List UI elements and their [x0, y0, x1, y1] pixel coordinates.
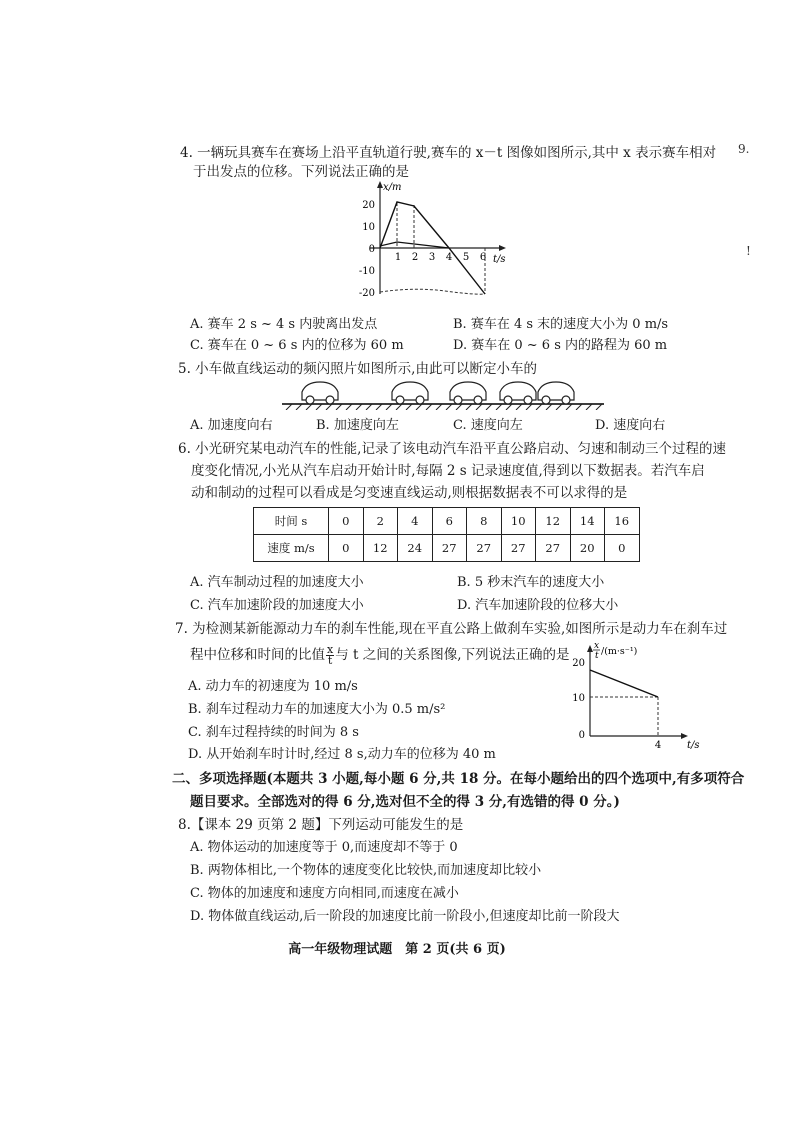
q4-x-tick-6: 6 [479, 252, 487, 263]
q6-speed-cell: 27 [536, 535, 571, 562]
q4-y-tick-10: 10 [362, 222, 375, 233]
q4-y-tick-20: 20 [362, 200, 375, 211]
q5-car-2 [392, 382, 428, 404]
q7-stem-line2-post: 与 t 之间的关系图像,下列说法正确的是 [335, 647, 570, 663]
q6-stem-line3: 动和制动的过程可以看成是匀变速直线运动,则根据数据表不可以求得的是 [191, 485, 628, 501]
q5-option-a[interactable]: A. 加速度向右 [190, 418, 273, 433]
q7-stem-line2-pre: 程中位移和时间的比值 [190, 647, 325, 663]
q5-car-3 [450, 382, 486, 404]
q6-speed-cell: 20 [570, 535, 605, 562]
q4-option-d[interactable]: D. 赛车在 0 ~ 6 s 内的路程为 60 m [453, 338, 668, 353]
q7-option-a[interactable]: A. 动力车的初速度为 10 m/s [188, 679, 358, 694]
q6-time-cell: 14 [570, 508, 605, 535]
section2-heading-line1: 二、多项选择题(本题共 3 小题,每小题 6 分,共 18 分。在每小题给出的四个选项中,有多项符合 [172, 771, 745, 787]
q4-x-tick-2: 2 [411, 252, 419, 263]
q6-time-cell: 8 [467, 508, 502, 535]
q7-ratio-fraction [326, 645, 334, 666]
q7-y-label-num: x [594, 641, 600, 651]
q4-y-tick-neg10: -10 [358, 266, 375, 277]
q7-stem-line2 [190, 645, 570, 666]
q7-frac-denominator: t [327, 654, 333, 667]
q7-y-tick-0: 0 [578, 730, 585, 741]
q6-speed-cell: 24 [398, 535, 433, 562]
q7-option-b[interactable]: B. 刹车过程动力车的加速度大小为 0.5 m/s² [188, 702, 446, 717]
q4-y-label: x/m [383, 182, 402, 193]
q6-option-c[interactable]: C. 汽车加速阶段的加速度大小 [190, 598, 364, 613]
q7-y-arrow [587, 645, 593, 652]
q4-x-tick-3: 3 [428, 252, 436, 263]
q5-strobe-photo [282, 378, 604, 410]
q7-frac-numerator: x [327, 643, 334, 656]
q7-y-tick-20: 20 [572, 658, 585, 669]
q4-x-arrow [499, 245, 506, 251]
q6-data-table [253, 507, 640, 562]
q7-y-tick-10: 10 [572, 693, 585, 704]
q6-speed-header: 速度 m/s [254, 535, 329, 562]
q6-option-b[interactable]: B. 5 秒末汽车的速度大小 [457, 575, 605, 590]
q6-speed-cell: 0 [605, 535, 640, 562]
q7-x-label: t/s [687, 740, 700, 750]
q5-stem: 5. 小车做直线运动的频闪照片如图所示,由此可以断定小车的 [178, 361, 537, 377]
q8-option-a[interactable]: A. 物体运动的加速度等于 0,而速度却不等于 0 [190, 840, 458, 855]
q6-speed-cell: 27 [467, 535, 502, 562]
q4-option-a[interactable]: A. 赛车 2 s ~ 4 s 内驶离出发点 [190, 317, 378, 332]
q7-y-label-den: t [595, 651, 599, 661]
q4-y-tick-0: 0 [368, 244, 375, 255]
page-footer: 高一年级物理试题 第 2 页(共 6 页) [288, 942, 506, 957]
q6-option-d[interactable]: D. 汽车加速阶段的位移大小 [457, 598, 619, 613]
q6-time-cell: 6 [432, 508, 467, 535]
q6-time-cell: 12 [536, 508, 571, 535]
q7-x-tick-4: 4 [654, 740, 662, 750]
q8-option-d[interactable]: D. 物体做直线运动,后一阶段的加速度比前一阶段小,但速度却比前一阶段大 [190, 909, 620, 924]
q6-option-a[interactable]: A. 汽车制动过程的加速度大小 [190, 575, 364, 590]
q4-x-tick-5: 5 [462, 252, 470, 263]
q8-stem: 8.【课本 29 页第 2 题】下列运动可能发生的是 [178, 817, 464, 833]
q6-speed-cell: 0 [329, 535, 364, 562]
q4-xt-graph [335, 178, 515, 308]
q4-x-label: t/s [493, 254, 506, 265]
q4-stem-line2: 于出发点的位移。下列说法正确的是 [193, 164, 409, 180]
q5-option-b[interactable]: B. 加速度向左 [316, 418, 399, 433]
q6-time-cell: 16 [605, 508, 640, 535]
q4-stem-line1: 4. 一辆玩具赛车在赛场上沿平直轨道行驶,赛车的 x－t 图像如图所示,其中 x 表示赛车相对 [180, 145, 717, 161]
q6-time-cell: 4 [398, 508, 433, 535]
q6-time-cell: 0 [329, 508, 364, 535]
q6-speed-cell: 27 [501, 535, 536, 562]
q4-option-b[interactable]: B. 赛车在 4 s 末的速度大小为 0 m/s [453, 317, 669, 332]
q7-graph-line [590, 670, 658, 697]
q7-stem-line1: 7. 为检测某新能源动力车的刹车性能,现在平直公路上做刹车实验,如图所示是动力车在刹车过 [175, 621, 728, 637]
q6-time-row [254, 508, 640, 535]
section2-heading-line2: 题目要求。全部选对的得 6 分,选对但不全的得 3 分,有选错的得 0 分。) [190, 794, 620, 810]
q4-x-tick-4: 4 [445, 252, 453, 263]
margin-mark-mid: ! [746, 244, 751, 258]
q7-ratio-graph [565, 640, 705, 750]
q7-y-label-unit: /(m·s⁻¹) [601, 646, 638, 657]
q6-time-header: 时间 s [254, 508, 329, 535]
q5-car-4 [500, 382, 536, 404]
q6-speed-cell: 12 [363, 535, 398, 562]
q7-x-arrow [681, 733, 688, 739]
q6-stem-line1: 6. 小光研究某电动汽车的性能,记录了该电动汽车沿平直公路启动、匀速和制动三个过程的速 [178, 441, 726, 457]
q6-stem-line2: 度变化情况,小光从汽车启动开始计时,每隔 2 s 记录速度值,得到以下数据表。若汽车启 [191, 463, 705, 479]
q8-option-b[interactable]: B. 两物体相比,一个物体的速度变化比较快,而加速度却比较小 [190, 863, 542, 878]
q4-guide-neg20 [380, 289, 485, 294]
q4-option-c[interactable]: C. 赛车在 0 ~ 6 s 内的位移为 60 m [190, 338, 404, 353]
q6-time-cell: 10 [501, 508, 536, 535]
q5-car-1 [302, 382, 338, 404]
q6-time-cell: 2 [363, 508, 398, 535]
q5-option-c[interactable]: C. 速度向左 [453, 418, 523, 433]
q6-speed-row [254, 535, 640, 562]
q7-option-d[interactable]: D. 从开始刹车时计时,经过 8 s,动力车的位移为 40 m [188, 747, 496, 762]
q4-y-tick-neg20: -20 [358, 288, 375, 299]
margin-mark-top: 9. [738, 142, 750, 156]
q5-option-d[interactable]: D. 速度向右 [595, 418, 666, 433]
q6-speed-cell: 27 [432, 535, 467, 562]
q5-car-5 [538, 382, 574, 404]
q8-option-c[interactable]: C. 物体的加速度和速度方向相同,而速度在减小 [190, 886, 459, 901]
q7-option-c[interactable]: C. 刹车过程持续的时间为 8 s [188, 725, 359, 740]
q4-x-tick-1: 1 [394, 252, 402, 263]
